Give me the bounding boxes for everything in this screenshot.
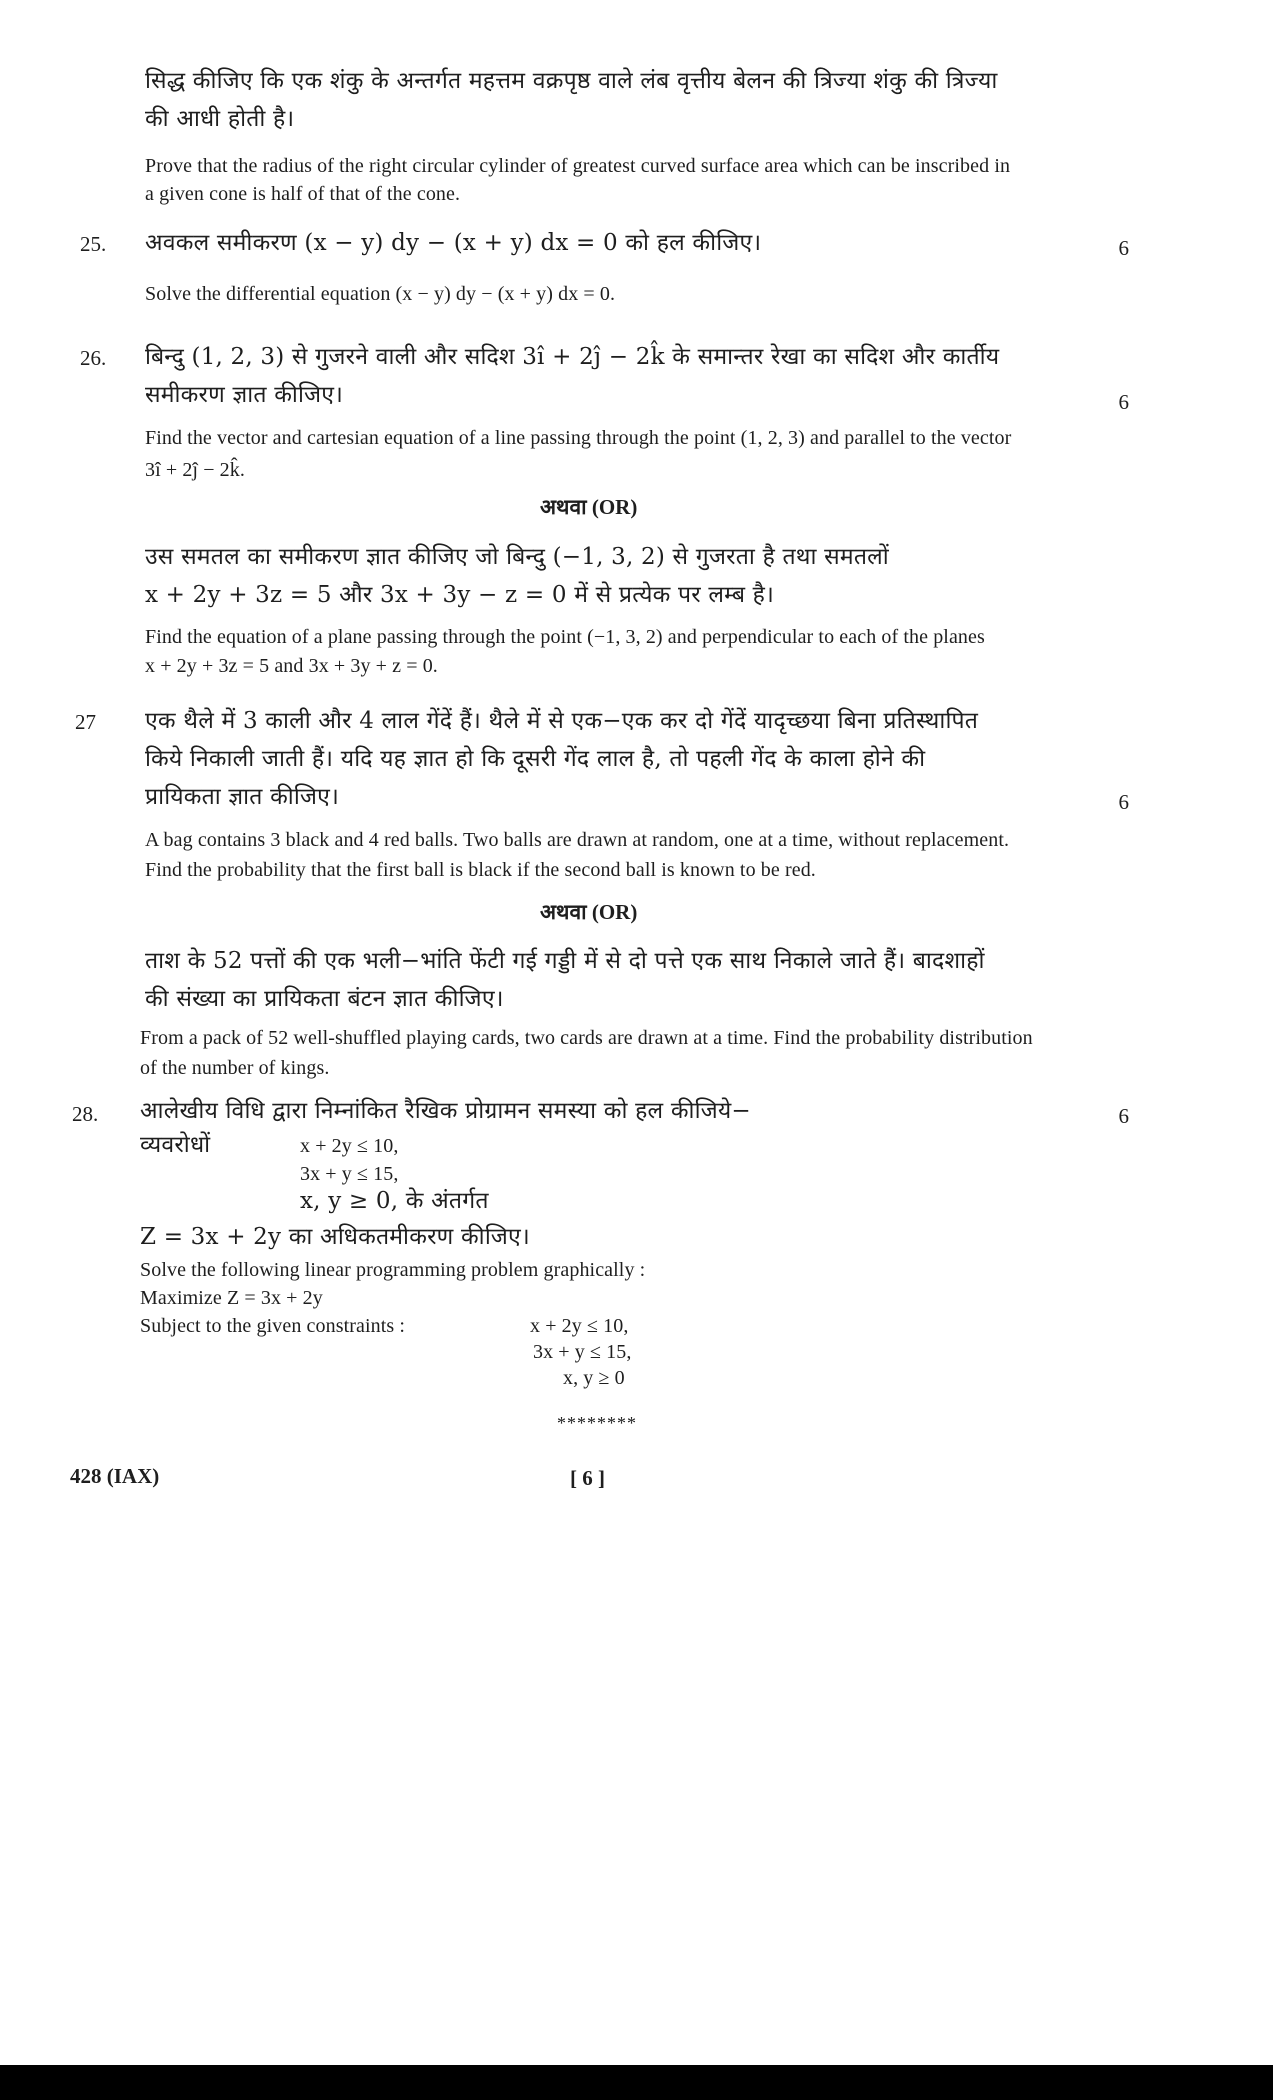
q24-hindi-line-1: सिद्ध कीजिए कि एक शंकु के अन्तर्गत महत्तम वक्रपृष्ठ वाले लंब वृत्तीय बेलन की त्रिज्या शंकु की त्रिज्या	[145, 68, 998, 94]
q28-hindi-constraint-2: 3x + y ≤ 15,	[300, 1163, 399, 1185]
q28-hindi-objective: Z = 3x + 2y का अधिकतमीकरण कीजिए।	[140, 1224, 530, 1250]
q25-marks: 6	[1118, 236, 1129, 260]
q26-english-line-2: 3î + 2ĵ − 2k̂.	[145, 459, 245, 481]
q26-marks: 6	[1118, 390, 1129, 414]
paper-code: 428 (IAX)	[70, 1464, 160, 1488]
q26-or-label: अथवा (OR)	[540, 495, 638, 519]
q24-english-line-1: Prove that the radius of the right circular cylinder of greatest curved surface area which can be inscribed in	[145, 155, 1011, 177]
q28-english-constraint-3: x, y ≥ 0	[563, 1367, 625, 1389]
q24-hindi-line-2: की आधी होती है।	[145, 106, 295, 132]
q25-english-line-1: Solve the differential equation (x − y) dy − (x + y) dx = 0.	[145, 283, 616, 305]
q26-hindi-line-2: समीकरण ज्ञात कीजिए।	[145, 382, 344, 408]
q27-alt-english-line-2: of the number of kings.	[140, 1057, 330, 1079]
q28-hindi-constraint-label: व्यवरोधों	[140, 1132, 211, 1158]
q25-number: 25.	[80, 232, 107, 256]
q28-english-constraint-1: x + 2y ≤ 10,	[530, 1315, 629, 1337]
q27-hindi-line-1: एक थैले में 3 काली और 4 लाल गेंदें हैं। थैले में से एक−एक कर दो गेंदें यादृच्छया बिना प्रतिस्थापित	[145, 708, 979, 734]
q27-alt-hindi-line-1: ताश के 52 पत्तों की एक भली−भांति फेंटी गई गड्डी में से दो पत्ते एक साथ निकाले जाते हैं। बादशाहों	[145, 948, 985, 974]
q26-alt-english-line-2: x + 2y + 3z = 5 and 3x + 3y + z = 0.	[145, 655, 438, 677]
q27-alt-english-line-1: From a pack of 52 well-shuffled playing cards, two cards are drawn at a time. Find the probability distribution	[140, 1027, 1033, 1049]
q28-hindi-constraint-1: x + 2y ≤ 10,	[300, 1135, 399, 1157]
q27-hindi-line-3: प्रायिकता ज्ञात कीजिए।	[145, 784, 339, 810]
q28-number: 28.	[72, 1102, 99, 1126]
q26-alt-hindi-line-2: x + 2y + 3z = 5 और 3x + 3y − z = 0 में से प्रत्येक पर लम्ब है।	[145, 582, 775, 608]
q25-hindi-line-1: अवकल समीकरण (x − y) dy − (x + y) dx = 0 को हल कीजिए।	[145, 230, 762, 256]
q27-number: 27	[75, 710, 96, 734]
q26-alt-english-line-1: Find the equation of a plane passing through the point (−1, 3, 2) and perpendicular to each of the planes	[145, 626, 985, 648]
q28-marks: 6	[1118, 1104, 1129, 1128]
q27-english-line-2: Find the probability that the first ball is black if the second ball is known to be red.	[145, 859, 816, 881]
q28-hindi-constraint-3: x, y ≥ 0, के अंतर्गत	[300, 1188, 489, 1214]
q27-english-line-1: A bag contains 3 black and 4 red balls. Two balls are drawn at random, one at a time, without replacement.	[145, 829, 1010, 851]
q28-hindi-line-1: आलेखीय विधि द्वारा निम्नांकित रैखिक प्रोग्रामन समस्या को हल कीजिये−	[140, 1098, 751, 1124]
q27-marks: 6	[1118, 790, 1129, 814]
q28-english-line-3: Subject to the given constraints :	[140, 1315, 406, 1337]
q28-english-line-1: Solve the following linear programming problem graphically :	[140, 1259, 646, 1281]
q26-alt-hindi-line-1: उस समतल का समीकरण ज्ञात कीजिए जो बिन्दु (−1, 3, 2) से गुजरता है तथा समतलों	[145, 544, 889, 570]
q24-english-line-2: a given cone is half of that of the cone.	[145, 183, 461, 205]
q27-or-label: अथवा (OR)	[540, 900, 638, 924]
scan-bottom-edge	[0, 2065, 1273, 2100]
page-number: [ 6 ]	[570, 1466, 605, 1490]
q26-english-line-1: Find the vector and cartesian equation of a line passing through the point (1, 2, 3) and parallel to the vector	[145, 427, 1012, 449]
q28-english-line-2: Maximize Z = 3x + 2y	[140, 1287, 323, 1309]
end-of-paper-marker: ********	[557, 1413, 637, 1433]
q28-english-constraint-2: 3x + y ≤ 15,	[533, 1341, 632, 1363]
q26-hindi-line-1: बिन्दु (1, 2, 3) से गुजरने वाली और सदिश 3î + 2ĵ − 2k̂ के समान्तर रेखा का सदिश और कार्तीय	[145, 344, 1000, 370]
q26-number: 26.	[80, 346, 107, 370]
q27-hindi-line-2: किये निकाली जाती हैं। यदि यह ज्ञात हो कि दूसरी गेंद लाल है, तो पहली गेंद के काला होने की	[145, 746, 926, 772]
q27-alt-hindi-line-2: की संख्या का प्रायिकता बंटन ज्ञात कीजिए।	[145, 986, 504, 1012]
